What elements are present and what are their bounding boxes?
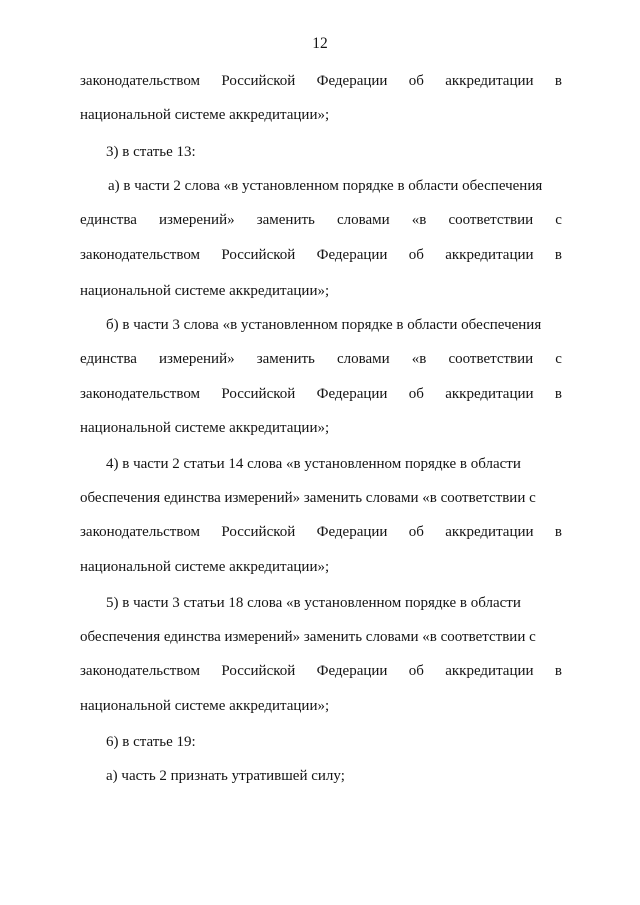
word: Федерации [316,247,388,263]
word: аккредитации [445,524,534,540]
text-line: обеспечения единства измерений» заменить словами «в соответствии с [80,629,536,645]
word: в [554,247,562,263]
text-line: национальной системе аккредитации»; [80,283,330,299]
word: в [554,73,562,89]
word: об [408,386,424,402]
word: словами [336,212,390,228]
text-line-justified [80,522,562,542]
word: единства [80,351,137,367]
word: с [555,212,562,228]
text-line-justified [80,71,562,91]
word: единства [80,212,137,228]
word: Федерации [316,663,388,679]
word: об [408,663,424,679]
text-line: национальной системе аккредитации»; [80,698,330,714]
word: соответствии [448,212,534,228]
word: аккредитации [445,247,534,263]
word: Российской [221,663,296,679]
text-line: б) в части 3 слова «в установленном порядке в области обеспечения [106,317,542,333]
word: аккредитации [445,386,534,402]
word: законодательством [80,663,201,679]
word: Федерации [316,524,388,540]
text-line-justified [80,245,562,265]
word: Российской [221,524,296,540]
word: «в [411,212,427,228]
text-line: 6) в статье 19: [106,734,196,750]
word: словами [336,351,390,367]
text-line: 4) в части 2 статьи 14 слова «в установленном порядке в области [106,456,521,472]
text-line: обеспечения единства измерений» заменить словами «в соответствии с [80,490,536,506]
text-line: национальной системе аккредитации»; [80,559,330,575]
word: в [554,663,562,679]
text-line: а) часть 2 признать утратившей силу; [106,768,345,784]
word: в [554,386,562,402]
text-line: 3) в статье 13: [106,144,196,160]
word: заменить [256,212,315,228]
word: законодательством [80,386,201,402]
word: заменить [256,351,315,367]
text-line-justified [80,384,562,404]
word: измерений» [158,351,235,367]
word: аккредитации [445,73,534,89]
text-line: национальной системе аккредитации»; [80,107,330,123]
text-line-justified [80,210,562,230]
word: «в [411,351,427,367]
word: Российской [221,247,296,263]
word: об [408,73,424,89]
word: законодательством [80,73,201,89]
word: законодательством [80,524,201,540]
text-line-justified [80,661,562,681]
word: Российской [221,386,296,402]
page-number: 12 [312,35,328,52]
text-line: национальной системе аккредитации»; [80,420,330,436]
text-line-justified [80,349,562,369]
word: об [408,524,424,540]
word: Федерации [316,73,388,89]
word: измерений» [158,212,235,228]
word: соответствии [448,351,534,367]
word: аккредитации [445,663,534,679]
word: в [554,524,562,540]
word: с [555,351,562,367]
word: законодательством [80,247,201,263]
text-line: а) в части 2 слова «в установленном порядке в области обеспечения [108,178,543,194]
word: об [408,247,424,263]
word: Российской [221,73,296,89]
text-line: 5) в части 3 статьи 18 слова «в установленном порядке в области [106,595,521,611]
word: Федерации [316,386,388,402]
